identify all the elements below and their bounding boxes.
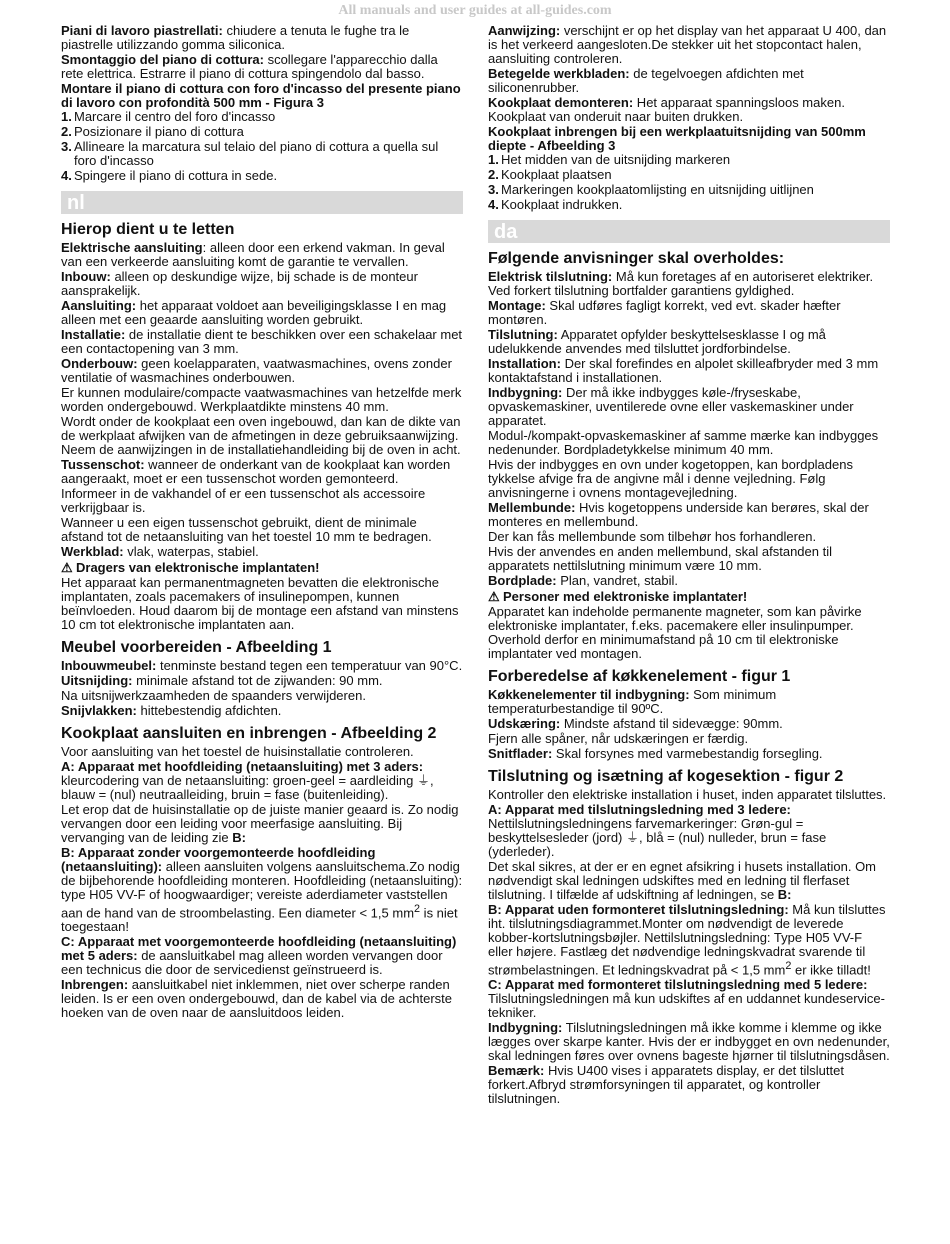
paragraph-text: Wordt onder de kookplaat een oven ingebouwd, dan kan de dikte van de werkplaat afwijken van de afmetingen in deze gebruiksaanwijzing. Neem de aanwijzingen in de installatiehandleiding bij de oven in acht. — [61, 414, 461, 457]
step-item — [61, 140, 463, 168]
paragraph-text: hittebestendig afdichten. — [136, 703, 282, 718]
paragraph — [488, 429, 890, 457]
step-text: Kookplaat indrukken. — [501, 197, 623, 212]
paragraph — [61, 704, 463, 718]
da-warning-text: Apparatet kan indeholde permanente magneter, som kan påvirke elektroniske implantater, f.eks. pacemakere eller insulinpumper. Overhold derfor en minimumafstand på 10 cm til elektroniske implantater ved montagen. — [488, 604, 862, 661]
lang-bar-nl: nl — [61, 191, 463, 214]
paragraph-label: Kookplaat demonteren: — [488, 95, 634, 110]
paragraph-label: Uitsnijding: — [61, 673, 133, 688]
paragraph — [488, 732, 890, 746]
step-item — [488, 198, 890, 212]
step-text: Kookplaat plaatsen — [501, 167, 612, 182]
paragraph-text: tenminste bestand tegen een temperatuur van 90°C. — [156, 658, 463, 673]
paragraph — [488, 501, 890, 529]
nl-case-a — [61, 760, 463, 802]
it-steps-list — [61, 110, 463, 183]
da-para-1-text: Det skal sikres, at der er en egnet afsikring i husets installation. Om nødvendigt skal ledningen udskiftes med en ledning til flerfaset tilslutning. I tilfælde af udskiftning af ledningen, se — [488, 859, 877, 902]
paragraph — [61, 458, 463, 486]
nl-para-1 — [61, 803, 463, 845]
da-warning-title-text: Personer med elektroniske implantater! — [503, 589, 748, 604]
da-warning-title — [488, 590, 890, 604]
step-text: Spingere il piano di cottura in sede. — [74, 168, 278, 183]
paragraph — [61, 270, 463, 298]
paragraph-text: Het apparaat spanningsloos maken. Kookplaat van onderuit naar buiten drukken. — [488, 95, 845, 124]
paragraph-text: Plan, vandret, stabil. — [556, 573, 679, 588]
da-items-2 — [488, 688, 890, 761]
paragraph-text: : alleen door een erkend vakman. In geval van een verkeerde aansluiting komt de garantie te vervallen. — [61, 240, 445, 269]
paragraph — [61, 24, 463, 52]
paragraph — [61, 386, 463, 414]
paragraph-text: Na uitsnijwerkzaamheden de spaanders verwijderen. — [61, 688, 366, 703]
nl-heading-1: Hierop dient u te letten — [61, 221, 235, 238]
paragraph — [61, 299, 463, 327]
paragraph-label: Inbouwmeubel: — [61, 658, 157, 673]
paragraph-text: Hvis der indbygges en ovn under kogetoppen, kan bordpladens tykkelse afvige fra de angivne mål i denne vejledning. Følg anvisningerne i ovnens montagevejledning. — [488, 457, 853, 500]
right-column — [488, 24, 890, 1107]
nl-items-2 — [61, 659, 463, 718]
da-insert-text: Tilslutningsledningen må ikke komme i klemme og ikke lægges over skarpe kanter. Hvis der er indbygget en ovn nedenunder, skal ledningen føres over ovnens bageste hjørner til tilslutningsdåsen. — [488, 1020, 890, 1064]
nl-intro-3: Voor aansluiting van het toestel de huisinstallatie controleren. — [61, 744, 414, 759]
step-item — [61, 169, 463, 183]
paragraph-text: Fjern alle spåner, når udskæringen er færdig. — [488, 731, 749, 746]
step-item — [61, 110, 463, 124]
paragraph — [488, 545, 890, 573]
paragraph — [61, 487, 463, 515]
paragraph-label: Snijvlakken: — [61, 703, 137, 718]
nl-insert-text: aansluitkabel niet inklemmen, niet over scherpe randen leiden. Is er een oven ondergebouwd, dan de kabel via de achterste hoeken van de oven naar de aansluitdoos leiden. — [61, 977, 452, 1021]
watermark: All manuals and user guides at all-guides.com — [338, 3, 612, 18]
lang-bar-da: da — [488, 220, 890, 243]
nl-insert-heading: Kookplaat inbrengen bij een werkplaatuitsnijding van 500mm diepte - Afbeelding 3 — [488, 124, 866, 153]
paragraph-label: Elektrische aansluiting — [61, 240, 203, 255]
paragraph — [61, 328, 463, 356]
nl-warning-title — [61, 561, 463, 575]
paragraph-text: geen koelapparaten, vaatwasmachines, ovens zonder ventilatie of wasmachines onderbouwen. — [61, 356, 452, 385]
da-case-b-label: B: Apparat uden formonteret tilslutningsledning: — [488, 902, 789, 917]
nl-note-label: Aanwijzing: — [488, 23, 561, 38]
da-note-label: Bemærk: — [488, 1063, 545, 1079]
paragraph — [488, 299, 890, 327]
da-case-a — [488, 803, 890, 859]
step-item — [488, 183, 890, 197]
paragraph-text: Der kan fås mellembunde som tilbehør hos forhandleren. — [488, 529, 817, 544]
paragraph — [61, 415, 463, 457]
da-case-c-label: C: Apparat med formonteret tilslutningsledning med 5 ledere: — [488, 977, 868, 993]
paragraph-label: Montage: — [488, 298, 546, 313]
da-case-b-sup: 2 — [785, 960, 792, 972]
paragraph-label: Tilslutning: — [488, 327, 558, 342]
paragraph — [61, 674, 463, 688]
step-number: 4. — [488, 197, 499, 212]
da-heading-3: Tilslutning og isætning af kogesektion - figur 2 — [488, 768, 844, 785]
nl-warning-title-text: Dragers van elektronische implantaten! — [76, 560, 320, 575]
paragraph-text: vlak, waterpas, stabiel. — [123, 544, 259, 559]
paragraph-text: de tegelvoegen afdichten met siliconenrubber. — [488, 66, 804, 95]
da-case-b-text: Må kun tilsluttes iht. tilslutningsdiagrammet.Monter om nødvendigt de leverede kobber-kortslutningsbøjler. Nettilslutningsledning: Type H05 VV-F eller højere. Fastlæg det nødvendige ledningskvadrat svarende til strømbelastningen. Et ledningskvadrat på < 1,5 mm — [488, 902, 886, 978]
nl-top-items — [488, 67, 890, 124]
da-insert — [488, 1021, 890, 1063]
paragraph-text: Hvis der anvendes en anden mellembund, skal afstanden til apparatets nettilslutning minimum være 10 mm. — [488, 544, 832, 573]
paragraph — [488, 67, 890, 95]
step-number: 2. — [488, 167, 499, 182]
it-mount-heading: Montare il piano di cottura con foro d'incasso del presente piano di lavoro con profondità 500 mm - Figura 3 — [61, 81, 461, 110]
da-case-c — [488, 978, 890, 1020]
paragraph-label: Elektrisk tilslutning: — [488, 269, 613, 284]
paragraph-text: Modul-/kompakt-opvaskemaskiner af samme mærke kan indbygges nedenunder. Bordpladetykkelse minimum 40 mm. — [488, 428, 879, 457]
paragraph-text: Er kunnen modulaire/compacte vaatwasmachines van hetzelfde merk worden ondergebouwd. Werkplaatdikte minstens 40 mm. — [61, 385, 462, 414]
step-number: 1. — [61, 109, 72, 124]
paragraph-text: Må kun foretages af en autoriseret elektriker. Ved forkert tilslutning bortfalder garantiens gyldighed. — [488, 269, 874, 298]
paragraph-text: Mindste afstand til sidevægge: 90mm. — [560, 716, 783, 731]
paragraph — [488, 530, 890, 544]
da-insert-label: Indbygning: — [488, 1020, 563, 1036]
nl-note-top — [488, 24, 890, 66]
step-item — [488, 168, 890, 182]
paragraph — [61, 689, 463, 703]
da-note — [488, 1064, 890, 1106]
paragraph-label: Aansluiting: — [61, 298, 137, 313]
step-number: 3. — [61, 139, 72, 154]
nl-case-b-text: alleen aansluiten volgens aansluitschema.Zo nodig de bijbehorende hoofdleiding monteren. Hoofdleiding (netaansluiting): type H05 VV-F of hoogwaardiger; vereiste aderdiameter vaststellen aan de hand van de stroombelasting. Een diameter < 1,5 mm — [61, 859, 463, 921]
step-text: Marcare il centro del foro d'incasso — [74, 109, 276, 124]
paragraph-text: Wanneer u een eigen tussenschot gebruikt, dient de minimale afstand tot de netaansluiting van het toestel 10 mm te bedragen. — [61, 515, 432, 544]
paragraph — [488, 386, 890, 428]
nl-case-c-label: C: Apparaat met voorgemonteerde hoofdleiding (netaansluiting) met 5 aders: — [61, 934, 457, 964]
da-case-a-text: Nettilslutningsledningens farvemarkeringer: Grøn-gul = beskyttelsesleder (jord) ⏚, blå = (nul) nulleder, brun = fase (yderleder). — [488, 816, 827, 859]
paragraph — [61, 545, 463, 559]
paragraph-text: Der skal forefindes en alpolet skilleafbryder med 3 mm kontaktafstand i installationen. — [488, 356, 879, 385]
da-case-c-text: Tilslutningsledningen må kun udskiftes af en uddannet kundeservice-tekniker. — [488, 991, 885, 1021]
paragraph — [488, 357, 890, 385]
nl-heading-2: Meubel voorbereiden - Afbeelding 1 — [61, 639, 332, 656]
paragraph — [488, 270, 890, 298]
paragraph-text: Skal forsynes med varmebestandig forsegling. — [552, 746, 823, 761]
paragraph-label: Køkkenelementer til indbygning: — [488, 687, 690, 702]
nl-items-1 — [61, 241, 463, 559]
paragraph — [488, 747, 890, 761]
warning-icon: ⚠ — [488, 589, 500, 604]
paragraph — [488, 328, 890, 356]
paragraph-label: Inbouw: — [61, 269, 111, 284]
paragraph-text: minimale afstand tot de zijwanden: 90 mm. — [132, 673, 383, 688]
paragraph-text: Apparatet opfylder beskyttelsesklasse I og må udelukkende anvendes med tilsluttet jordforbindelse. — [488, 327, 826, 356]
nl-case-b — [61, 846, 463, 934]
nl-para-1-ref: B: — [228, 830, 247, 845]
paragraph-label: Bordplade: — [488, 573, 557, 588]
step-number: 4. — [61, 168, 72, 183]
paragraph-text: alleen op deskundige wijze, bij schade is de monteur aansprakelijk. — [61, 269, 418, 298]
nl-case-c — [61, 935, 463, 977]
paragraph-text: scollegare l'apparecchio dalla rete elettrica. Estrarre il piano di cottura spingendolo dal basso. — [61, 52, 438, 81]
paragraph-label: Installatie: — [61, 327, 126, 342]
paragraph-text: Informeer in de vakhandel of er een tussenschot als accessoire verkrijgbaar is. — [61, 486, 426, 515]
paragraph-text: de installatie dient te beschikken over een schakelaar met een contactopening van 3 mm. — [61, 327, 463, 356]
nl-case-a-label: A: Apparaat met hoofdleiding (netaansluiting) met 3 aders: — [61, 759, 424, 774]
paragraph — [488, 458, 890, 500]
paragraph-label: Mellembunde: — [488, 500, 576, 515]
paragraph-label: Tussenschot: — [61, 457, 145, 472]
paragraph-label: Smontaggio del piano di cottura: — [61, 52, 264, 67]
paragraph-label: Betegelde werkbladen: — [488, 66, 630, 81]
paragraph — [61, 357, 463, 385]
warning-icon: ⚠ — [61, 560, 73, 575]
step-number: 2. — [61, 124, 72, 139]
nl-note-text: verschijnt er op het display van het apparaat U 400, dan is het verkeerd aangesloten.De stekker uit het stopcontact halen, aansluiting controleren. — [488, 23, 887, 66]
paragraph-text: Der må ikke indbygges køle-/fryseskabe, opvaskemaskiner, uventilerede ovne eller vaskemaskiner under apparatet. — [488, 385, 854, 428]
step-item — [488, 153, 890, 167]
paragraph — [488, 717, 890, 731]
paragraph-label: Piani di lavoro piastrellati: — [61, 23, 223, 38]
da-para-1-ref: B: — [774, 887, 792, 902]
nl-case-c-text: de aansluitkabel mag alleen worden vervangen door een technicus die door de servicedienst geïnstrueerd is. — [61, 948, 443, 978]
step-text: Markeringen kookplaatomlijsting en uitsnijding uitlijnen — [501, 182, 814, 197]
paragraph-label: Werkblad: — [61, 544, 124, 559]
paragraph — [61, 659, 463, 673]
da-heading-1: Følgende anvisninger skal overholdes: — [488, 250, 785, 267]
it-top-section — [61, 24, 463, 81]
step-number: 3. — [488, 182, 499, 197]
nl-para-1-text: Let erop dat de huisinstallatie op de juiste manier geaard is. Zo nodig vervangen door een leiding voor meerfasige aansluiting. Bij vervanging van de leiding zie — [61, 802, 459, 845]
paragraph-text: het apparaat voldoet aan beveiligingsklasse I en mag alleen met een geaarde aansluiting worden gebruikt. — [61, 298, 447, 327]
paragraph-label: Udskæring: — [488, 716, 561, 731]
da-note-text: Hvis U400 vises i apparatets display, er det tilsluttet forkert.Afbryd strømforsyningen til apparatet, og kontroller tilslutningen. — [488, 1063, 844, 1107]
paragraph-text: chiudere a tenuta le fughe tra le piastrelle utilizzando gomma siliconica. — [61, 23, 410, 52]
paragraph — [488, 688, 890, 716]
paragraph-text: Som minimum temperaturbestandige til 90ºC. — [488, 687, 777, 716]
paragraph-label: Onderbouw: — [61, 356, 138, 371]
paragraph-label: Installation: — [488, 356, 561, 371]
nl-warning-text: Het apparaat kan permanentmagneten bevatten die elektronische implantaten, zoals pacemakers of insulinepompen, kunnen beïnvloeden. Houd daarom bij de montage een afstand van minstens 10 cm tot elektronische implantaten aan. — [61, 575, 459, 632]
paragraph — [488, 96, 890, 124]
nl-heading-3: Kookplaat aansluiten en inbrengen - Afbeelding 2 — [61, 725, 437, 742]
nl-case-b-end: is niet toegestaan! — [61, 905, 458, 935]
paragraph-label: Snitflader: — [488, 746, 553, 761]
da-heading-2: Forberedelse af køkkenelement - figur 1 — [488, 668, 791, 685]
da-case-b-end: er ikke tilladt! — [791, 962, 871, 978]
paragraph-text: Skal udføres fagligt korrekt, ved evt. skader hæfter montøren. — [488, 298, 841, 327]
paragraph-text: wanneer de onderkant van de kookplaat kan worden aangeraakt, moet er een tussenschot worden gemonteerd. — [61, 457, 451, 486]
step-text: Posizionare il piano di cottura — [74, 124, 244, 139]
nl-steps-list — [488, 153, 890, 212]
paragraph — [488, 574, 890, 588]
paragraph — [61, 516, 463, 544]
left-column — [61, 24, 463, 1021]
da-para-1 — [488, 860, 890, 902]
paragraph — [61, 241, 463, 269]
nl-case-b-sup: 2 — [414, 903, 421, 915]
step-item — [61, 125, 463, 139]
step-number: 1. — [488, 152, 499, 167]
nl-case-a-text: kleurcodering van de netaansluiting: groen-geel = aardleiding ⏚, blauw = (nul) neutraalleiding, bruin = fase (buitenleiding). — [61, 773, 434, 802]
da-items-1 — [488, 270, 890, 588]
da-case-a-label: A: Apparat med tilslutningsledning med 3 ledere: — [488, 802, 791, 817]
paragraph-text: Hvis kogetoppens underside kan berøres, skal der monteres en mellembund. — [488, 500, 869, 529]
paragraph-label: Indbygning: — [488, 385, 563, 400]
step-text: Het midden van de uitsnijding markeren — [501, 152, 731, 167]
da-intro-3: Kontroller den elektriske installation i huset, inden apparatet tilsluttes. — [488, 787, 887, 802]
nl-insert — [61, 978, 463, 1020]
nl-insert-label: Inbrengen: — [61, 977, 129, 993]
nl-case-b-label: B: Apparaat zonder voorgemonteerde hoofdleiding (netaansluiting): — [61, 845, 376, 874]
paragraph — [61, 53, 463, 81]
step-text: Allineare la marcatura sul telaio del piano di cottura a quella sul foro d'incasso — [74, 139, 439, 168]
da-case-b — [488, 903, 890, 977]
